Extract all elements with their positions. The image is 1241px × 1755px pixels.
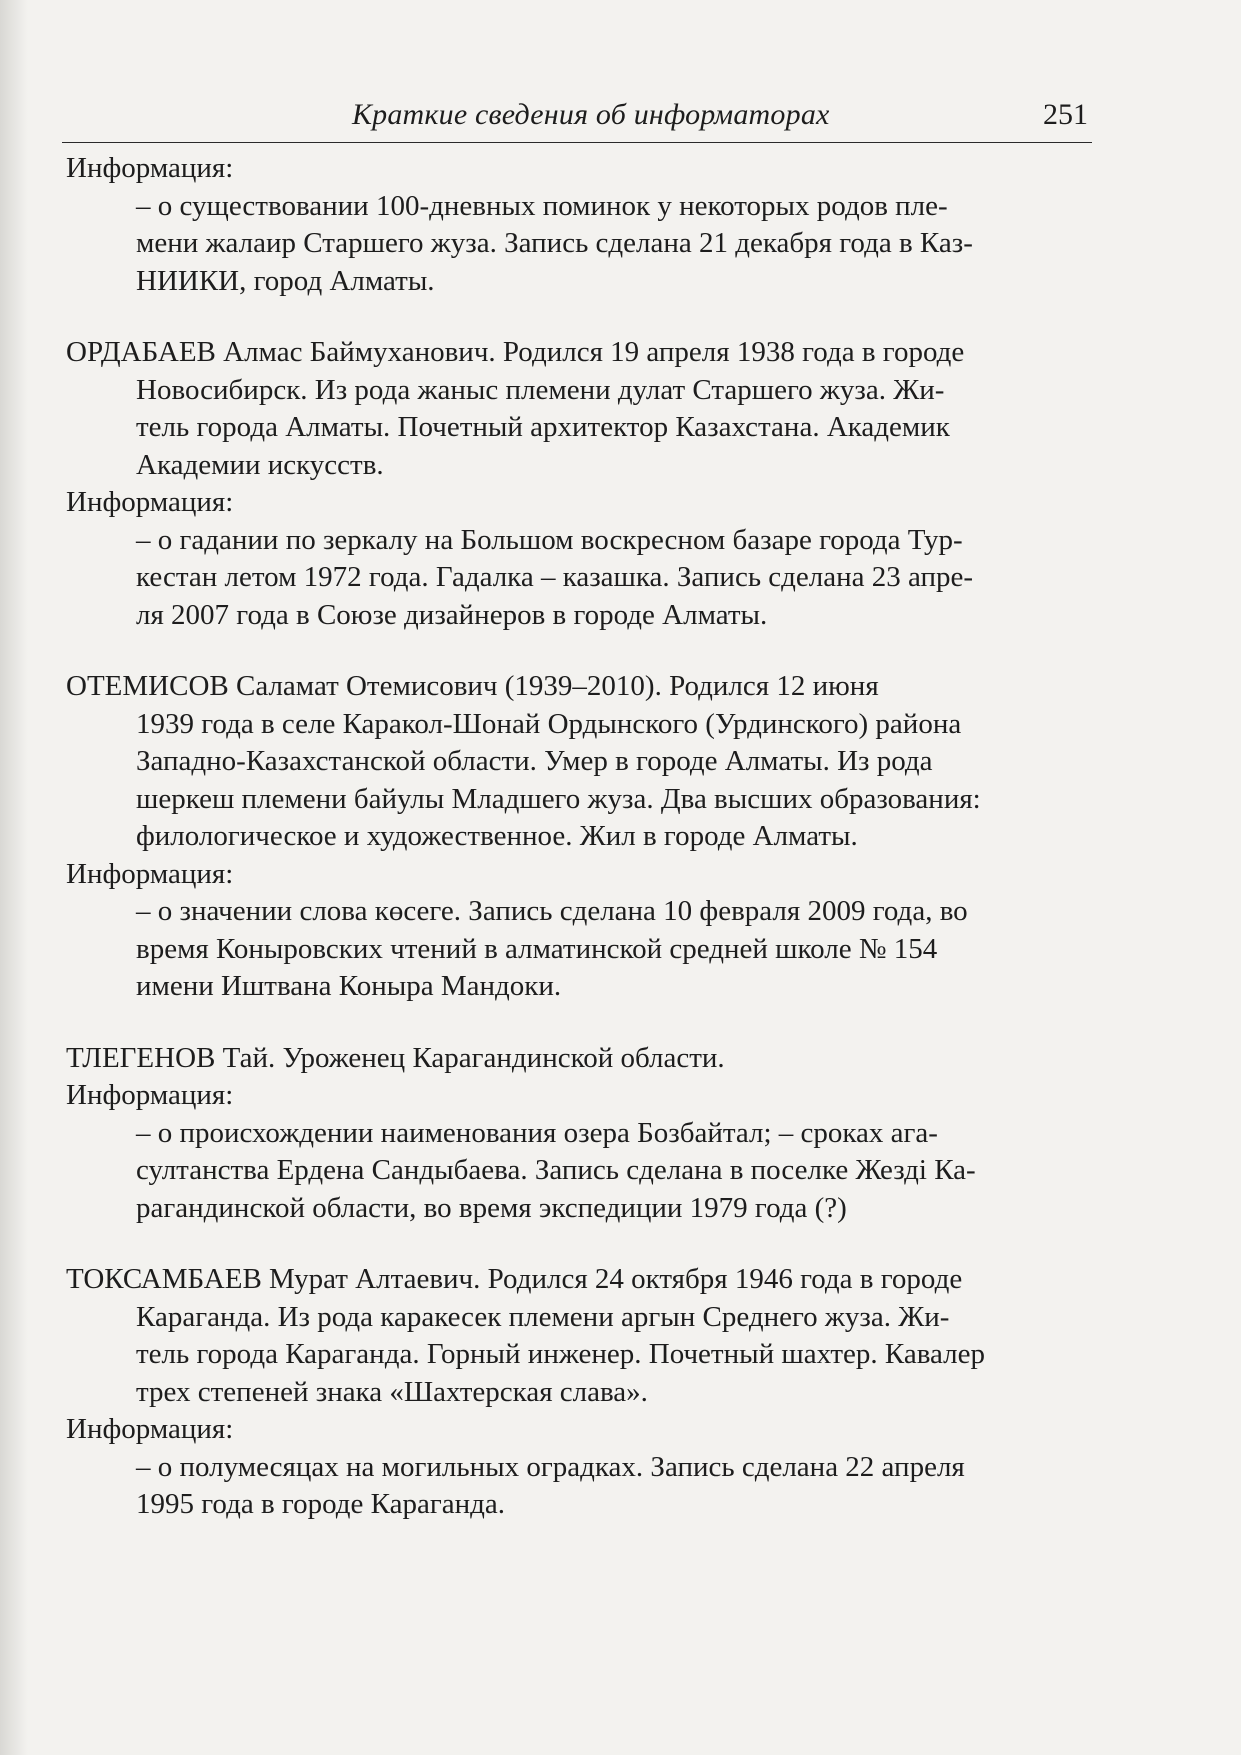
page-edge-shadow xyxy=(0,0,28,1755)
text-line: султанства Ердена Сандыбаева. Запись сделана в поселке Жезді Ка- xyxy=(136,1154,976,1186)
bio-text-continued xyxy=(66,706,1086,856)
info-label: Информация: xyxy=(66,1413,234,1445)
bio-text xyxy=(66,1040,1086,1078)
text-line: ОРДАБАЕВ Алмас Баймуханович. Родился 19 апреля 1938 года в городе xyxy=(66,336,965,368)
info-text xyxy=(66,1115,1086,1228)
text-line: НИИКИ, город Алматы. xyxy=(136,264,435,297)
informant-entry xyxy=(66,334,1086,634)
informant-entry xyxy=(66,1040,1086,1228)
text-line: – о полумесяцах на могильных оградках. Запись сделана 22 апреля xyxy=(136,1450,965,1483)
info-text xyxy=(66,188,1086,301)
bio-text xyxy=(66,1261,1086,1299)
info-text xyxy=(66,893,1086,1006)
informant-entry xyxy=(66,150,1086,300)
bio-text xyxy=(66,668,1086,706)
bio-text-continued xyxy=(66,372,1086,485)
text-line: рагандинской области, во время экспедиции 1979 года (?) xyxy=(136,1191,847,1224)
text-line: ОТЕМИСОВ Саламат Отемисович (1939–2010). Родился 12 июня xyxy=(66,670,879,702)
info-label: Информация: xyxy=(66,486,234,518)
info-label: Информация: xyxy=(66,857,234,890)
text-line: трех степеней знака «Шахтерская слава». xyxy=(136,1375,648,1408)
text-line: – о значении слова көсеге. Запись сделана 10 февраля 2009 года, во xyxy=(136,895,968,927)
text-line: тель города Алматы. Почетный архитектор Казахстана. Академик xyxy=(136,411,950,443)
text-line: имени Иштвана Коныра Мандоки. xyxy=(136,970,562,1002)
text-line: время Коныровских чтений в алматинской средней школе № 154 xyxy=(136,932,938,965)
text-line: ТЛЕГЕНОВ Тай. Уроженец Карагандинской области. xyxy=(66,1041,725,1074)
bio-text-continued xyxy=(66,1299,1086,1412)
info-label: Информация: xyxy=(66,152,234,184)
text-line: – о происхождении наименования озера Бозбайтал; – сроках ага- xyxy=(136,1116,938,1149)
text-line: кестан летом 1972 года. Гадалка – казашка. Запись сделана 23 апре- xyxy=(136,561,974,593)
page-number: 251 xyxy=(1043,98,1088,131)
running-header xyxy=(62,98,1092,143)
informant-entry xyxy=(66,668,1086,1006)
info-text xyxy=(66,522,1086,635)
page-body xyxy=(66,150,1086,1524)
running-header-title: Краткие сведения об информаторах xyxy=(352,98,830,131)
info-text xyxy=(66,1449,1086,1524)
text-line: Академии искусств. xyxy=(136,448,384,481)
text-line: Западно-Казахстанской области. Умер в городе Алматы. Из рода xyxy=(136,745,933,777)
text-line: – о существовании 100-дневных поминок у некоторых родов пле- xyxy=(136,189,948,222)
text-line: – о гадании по зеркалу на Большом воскресном базаре города Тур- xyxy=(136,523,963,556)
text-line: ля 2007 года в Союзе дизайнеров в городе Алматы. xyxy=(136,598,768,631)
text-line: шеркеш племени байулы Младшего жуза. Два высших образования: xyxy=(136,782,981,815)
text-line: ТОКСАМБАЕВ Мурат Алтаевич. Родился 24 октября 1946 года в городе xyxy=(66,1263,963,1295)
info-label: Информация: xyxy=(66,1079,234,1111)
text-line: Новосибирск. Из рода жаныс племени дулат Старшего жуза. Жи- xyxy=(136,373,945,406)
text-line: мени жалаир Старшего жуза. Запись сделана 21 декабря года в Каз- xyxy=(136,227,973,259)
text-line: филологическое и художественное. Жил в городе Алматы. xyxy=(136,820,858,852)
informant-entry xyxy=(66,1261,1086,1524)
text-line: 1995 года в городе Караганда. xyxy=(136,1488,505,1520)
text-line: 1939 года в селе Каракол-Шонай Ордынского (Урдинского) района xyxy=(136,707,962,740)
bio-text xyxy=(66,334,1086,372)
text-line: тель города Караганда. Горный инженер. Почетный шахтер. Кавалер xyxy=(136,1338,986,1370)
text-line: Караганда. Из рода каракесек племени аргын Среднего жуза. Жи- xyxy=(136,1300,950,1333)
